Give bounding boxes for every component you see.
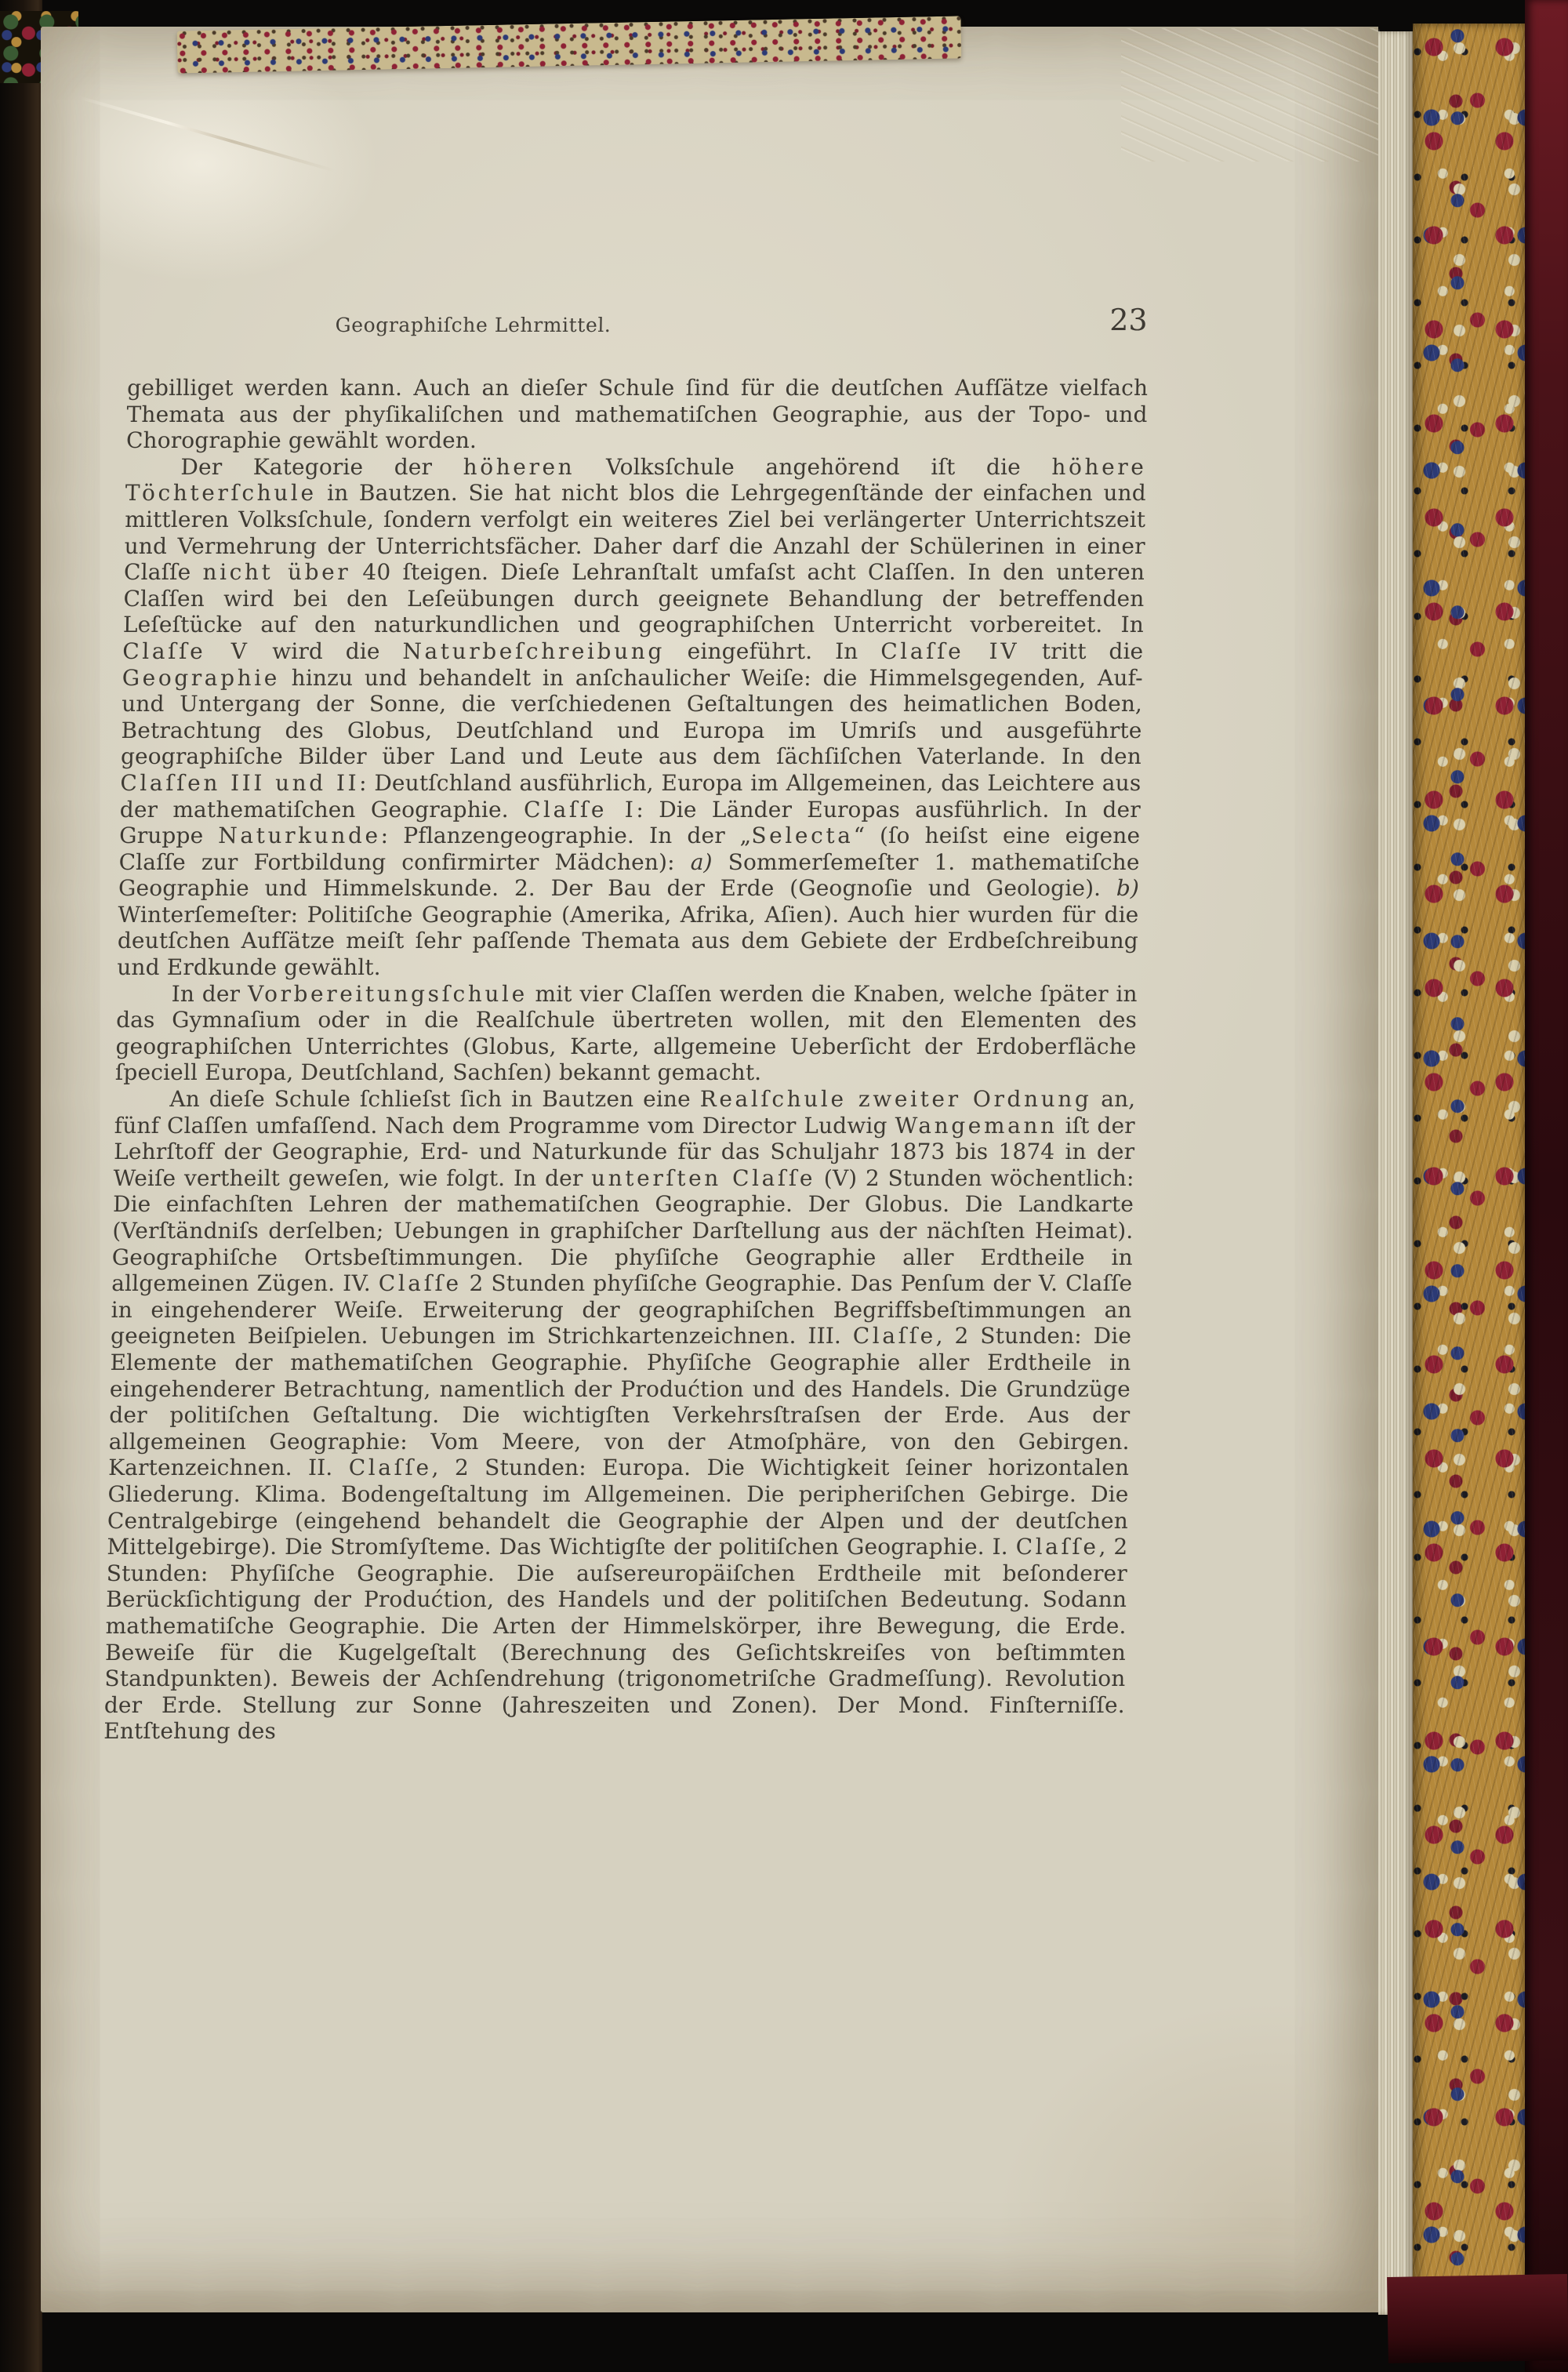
body-text: : Deutſchland ausführlich, Europa im Allgemeinen, das Leichtere aus der mathematiſchen Geographie.: [119, 769, 1142, 823]
emphasized-text: Wangemann: [895, 1112, 1058, 1139]
body-text: eingeführt. In: [664, 637, 881, 664]
emphasized-text: nicht über: [202, 559, 351, 586]
page-corner-edges: [1121, 28, 1380, 162]
body-text: : Pflanzengeographie. In der „: [380, 823, 752, 849]
body-text: Der Kategorie der: [180, 453, 463, 480]
body-text: , 2 Stunden: Europa. Die Wichtigkeit ſeiner horizontalen Gliederung. Klima. Bodengeſtaltung im Allgemeinen. Die peripheriſchen Gebirge. Die Centralgebirge (eingehend behandelt die Geographie der Alpen und der deutſchen Mittelgebirge). Die Stromſyſteme. Das Wichtigſte der politiſchen Geographie. I.: [107, 1455, 1130, 1560]
body-text: Winterſemeſter: Politiſche Geographie (Amerika, Afrika, Aſien). Auch hier wurden für die deutſchen Aufſätze meiſt ſehr paſſende Themata aus dem Gebiete der Erdbeſchreibung und Erdkunde gewählt.: [117, 901, 1139, 981]
emphasized-text: Claſſe: [1015, 1534, 1099, 1560]
emphasized-text: Claſſe I: [523, 796, 637, 823]
emphasized-text: Claſſe IV: [880, 637, 1020, 664]
body-text: In der: [171, 980, 249, 1007]
emphasized-text: Vorbereitungsſchule: [247, 980, 528, 1007]
emphasized-text: Claſſen III und II: [120, 769, 360, 796]
body-text: An dieſe Schule ſchlieſst ſich in Bautzen eine: [169, 1086, 701, 1113]
paragraph: [115, 981, 1138, 1086]
body-text: , 2 Stunden: Die Elemente der mathematiſchen Geographie. Phyſiſche Geographie aller Erdtheile in eingehenderer Betrachtung, namentlich der Produćtion und des Handels. Die Grundzüge der politiſchen Geſtaltung. Die wichtigſten Verkehrsſtraſsen der Erde. Aus der allgemeinen Geographie: Vom Meere, von der Atmoſphäre, von den Gebirgen. Kartenzeichnen. II.: [107, 1323, 1132, 1481]
leather-binding-edge: [1525, 0, 1568, 2372]
emphasized-text: Naturbeſchreibung: [402, 637, 666, 664]
emphasized-text: Realſchule zweiter Ordnung: [699, 1086, 1092, 1113]
body-text: mit vier Claſſen werden die Knaben, welche ſpäter in das Gymnaſium oder in die Realſchule übertreten wollen, mit den Elementen des geographiſchen Unterrichtes (Globus, Karte, allgemeine Ueberſicht der Erdoberfläche ſpeciell Europa, Deutſchland, Sachſen) bekannt gemacht.: [114, 980, 1138, 1086]
emphasized-text: höhere Töchterſchule: [125, 453, 1147, 507]
page-number: 23: [1109, 303, 1149, 337]
body-text: gebilliget werden kann. Auch an dieſer Schule ſind für die deutſchen Aufſätze vielfach Themata aus der phyſikaliſchen und mathematiſchen Geographie, aus der Topo- und Chorographie gewählt worden.: [125, 375, 1149, 454]
emphasized-text: unterſten Claſſe: [590, 1164, 816, 1191]
body-text: Sommerſemeſter 1. mathematiſche Geographie und Himmelskunde. 2. Der Bau der Erde (Geognoſie und Geologie).: [118, 848, 1140, 902]
body-text: 2 Stunden phyſiſche Geographie. Das Penſum der V. Claſſe in eingehenderer Weiſe. Erweiterung der geographiſchen Begriffsbeſtimmungen an geeigneten Beiſpielen. Uebungen im Strichkartenzeichnen. III.: [110, 1270, 1133, 1349]
page-edges-stack: [1378, 31, 1413, 2315]
body-text: “ (ſo heiſst eine eigene Claſſe zur Fortbildung confirmirter Mädchen):: [118, 823, 1141, 875]
emphasized-text: Claſſe: [378, 1270, 463, 1297]
paper-crease: [78, 96, 335, 173]
book-page: [41, 27, 1378, 2312]
page-header: [128, 303, 1149, 356]
emphasized-text: Claſſe: [348, 1455, 432, 1481]
body-text: in Bautzen. Sie hat nicht blos die Lehrgegenſtände der einfachen und mittleren Volksſchule, ſondern verfolgt ein weiteres Ziel bei verlängerter Unterrichtszeit und Vermehrung der Unterrichtsfächer. Daher darf die Anzahl der Schülerinen in einer Claſſe: [123, 480, 1147, 586]
emphasized-text: Claſſe V: [122, 637, 250, 664]
emphasized-text: Selecta: [751, 823, 854, 849]
italic-text: a): [690, 848, 713, 875]
body-text: an, fünf Claſſen umfaſſend. Nach dem Programme vom Director Ludwig: [114, 1086, 1136, 1139]
emphasized-text: Geographie: [122, 664, 281, 691]
emphasized-text: Naturkunde: [218, 823, 381, 849]
marbled-fore-edge: [1413, 24, 1525, 2323]
bottom-cover-board: [1387, 2274, 1568, 2363]
book-spine-left: [0, 0, 42, 2372]
body-text: : Die Länder Europas ausführlich. In der Gruppe: [118, 796, 1142, 849]
body-text: Volksſchule angehörend iſt die: [575, 453, 1052, 480]
emphasized-text: höheren: [463, 453, 575, 480]
body-text: wird die: [249, 637, 403, 664]
running-title: Geographiſche Lehrmittel.: [335, 314, 612, 336]
body-text: (V) 2 Stunden wöchentlich: Die einfachſten Lehren der mathematiſchen Geographie. Der Globus. Die Landkarte (Verſtändniſs derſelben; Uebungen in graphiſcher Darſtellung aus der nächſten Heimat). Geographiſche Ortsbeſtimmungen. Die phyſiſche Geographie aller Erdtheile in allgemeinen Zügen. IV.: [111, 1164, 1134, 1297]
paragraph: [117, 454, 1147, 981]
paragraph: [126, 375, 1149, 454]
text-block: [103, 375, 1148, 1745]
emphasized-text: Claſſe: [852, 1323, 937, 1349]
body-text: tritt die: [1018, 637, 1144, 664]
text-column: [103, 303, 1149, 1745]
body-text: , 2 Stunden: Phyſiſche Geographie. Die auſsereuropäiſchen Erdtheile mit beſonderer Berückſichtigung der Produćtion, des Handels und der politiſchen Bedeutung. Sodann mathematiſche Geographie. Die Arten der Himmelskörper, ihre Bewegung, die Erde. Beweiſe für die Kugelgeſtalt (Berechnung des Geſichtskreiſes von beſtimmten Standpunkten). Beweis der Achſendrehung (trigonometriſche Gradmeſſung). Revolution der Erde. Stellung zur Sonne (Jahreszeiten und Zonen). Der Mond. Finſterniſſe. Entſtehung des: [103, 1534, 1128, 1745]
body-text: iſt der Lehrſtoff der Geographie, Erd- und Naturkunde für das Schuljahr 1873 bis 1874 in der Weiſe vertheilt geweſen, wie folgt. In der: [113, 1112, 1136, 1191]
paragraph: [103, 1086, 1136, 1745]
body-text: 40 ſteigen. Dieſe Lehranſtalt umfaſst acht Claſſen. In den unteren Claſſen wird bei den Leſeübungen durch geeignete Behandlung der betreffenden Leſeſtücke auf den naturkundlichen und geographiſchen Unterricht vorbereitet. In: [122, 559, 1145, 638]
italic-text: b): [1116, 875, 1140, 902]
body-text: hinzu und behandelt in anſchaulicher Weiſe: die Himmelsgegenden, Auf- und Untergang der Sonne, die verſchiedenen Geſtaltungen des heimatlichen Boden, Betrachtung des Globus, Deutſchland und Europa im Umriſs und ausgeführte geographiſche Bilder über Land und Leute aus dem ſächſiſchen Vaterlande. In den: [120, 664, 1144, 770]
